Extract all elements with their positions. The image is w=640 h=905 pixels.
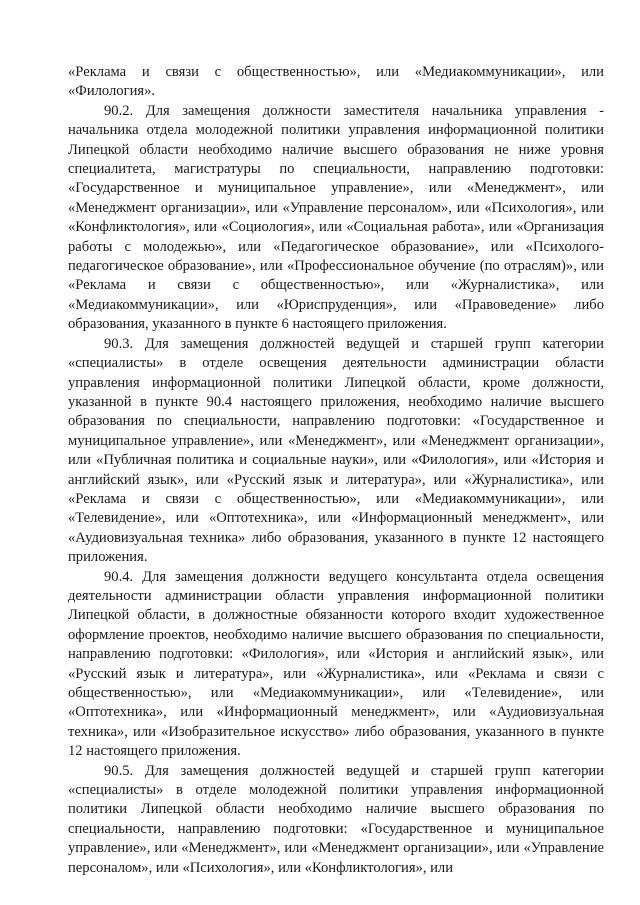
paragraph-90-4: 90.4. Для замещения должности ведущего консультанта отдела освещения деятельности администрации области управления информационной политики Липецкой области, в должностные обязанности которого входит художественное оформление проектов, необходимо наличие высшего образования по специальности, направлению подготовки: «Филология», или «История и английский язык», или «Русский язык и литература», или «Журналистика», или «Реклама и связи с общественностью», или «Медиакоммуникации», или «Телевидение», или «Оптотехника», или «Информационный менеджмент», или «Аудиовизуальная техника», или «Изобразительное искусство» либо образования, указанного в пункте 12 настоящего приложения.	[68, 568, 604, 760]
paragraph-90-2: 90.2. Для замещения должности заместителя начальника управления - начальника отдела молодежной политики управления информационной политики Липецкой области необходимо наличие высшего образования не ниже уровня специалитета, магистратуры по специальности, направлению подготовки: «Государственное и муниципальное управление», или «Менеджмент», или «Менеджмент организации», или «Управление персоналом», или «Психология», или «Конфликтология», или «Социология», или «Социальная работа», или «Организация работы с молодежью», или «Педагогическое образование», или «Психолого-педагогическое образование», или «Профессиональное обучение (по отраслям)», или «Реклама и связи с общественностью», или «Журналистика», или «Медиакоммуникации», или «Юриспруденция», или «Правоведение» либо образования, указанного в пункте 6 настоящего приложения.	[68, 102, 604, 333]
paragraph-continuation: «Реклама и связи с общественностью», или «Медиакоммуникации», или «Филология».	[68, 64, 604, 100]
paragraph-90-5: 90.5. Для замещения должностей ведущей и старшей групп категории «специалисты» в отделе молодежной политики управления информационной политики Липецкой области необходимо наличие высшего образования по специальности, направлению подготовки: «Государственное и муниципальное управление», или «Менеджмент», или «Менеджмент организации», или «Управление персоналом», или «Психология», или «Конфликтология», или	[68, 762, 604, 876]
paragraph-90-3: 90.3. Для замещения должностей ведущей и старшей групп категории «специалисты» в отделе освещения деятельности администрации области управления информационной политики Липецкой области, кроме должности, указанной в пункте 90.4 настоящего приложения, необходимо наличие высшего образования по специальности, направлению подготовки: «Государственное и муниципальное управление», или «Менеджмент», или «Менеджмент организации», или «Публичная политика и социальные науки», или «Филология», или «История и английский язык», или «Русский язык и литература», или «Журналистика», или «Реклама и связи с общественностью», или «Медиакоммуникации», или «Телевидение», или «Оптотехника», или «Информационный менеджмент», или «Аудиовизуальная техника» либо образования, указанного в пункте 12 настоящего приложения.	[68, 335, 604, 566]
document-body	[68, 63, 604, 878]
